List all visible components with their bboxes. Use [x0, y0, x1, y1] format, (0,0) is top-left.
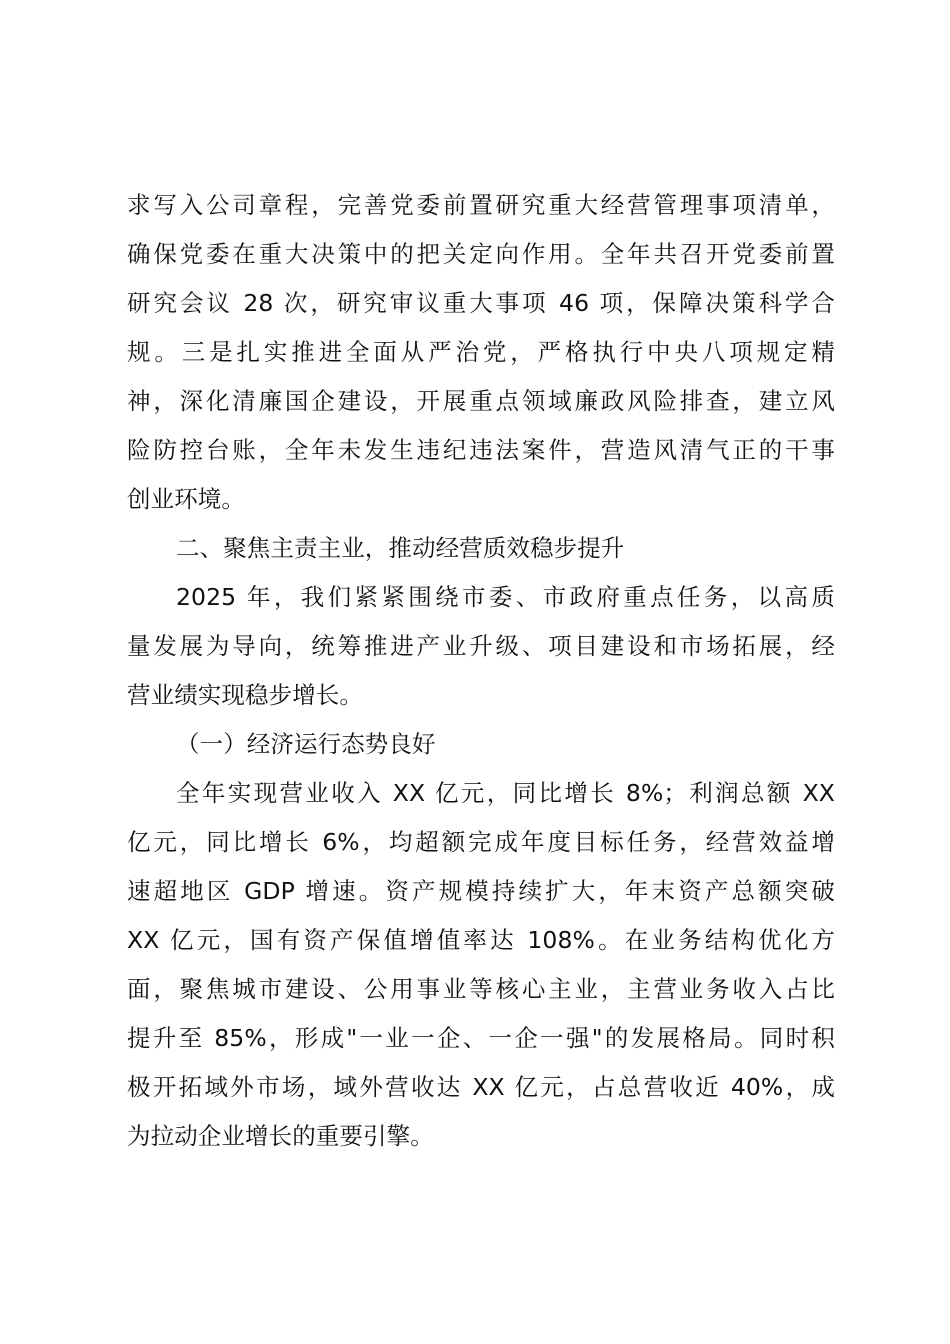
paragraph-business-overview [127, 573, 835, 720]
text-line: 极开拓域外市场，域外营收达 XX 亿元，占总营收近 40%，成 [127, 1073, 835, 1101]
text-line: 为拉动企业增长的重要引擎。 [127, 1122, 434, 1150]
text-line: 求写入公司章程，完善党委前置研究重大经营管理事项清单， [127, 191, 835, 219]
section-heading [127, 524, 835, 573]
text-line: 面，聚焦城市建设、公用事业等核心主业，主营业务收入占比 [127, 975, 835, 1003]
subsection-heading-text: （一）经济运行态势良好 [176, 730, 436, 758]
text-line: 速超地区 GDP 增速。资产规模持续扩大，年末资产总额突破 [127, 877, 835, 905]
text-line: 规。三是扎实推进全面从严治党，严格执行中央八项规定精 [127, 338, 835, 366]
section-heading-text: 二、聚焦主责主业，推动经营质效稳步提升 [176, 534, 625, 562]
subsection-heading [127, 720, 835, 769]
text-line: 提升至 85%，形成"一业一企、一企一强"的发展格局。同时积 [127, 1024, 835, 1052]
text-line: XX 亿元，国有资产保值增值率达 108%。在业务结构优化方 [127, 926, 835, 954]
text-line: 亿元，同比增长 6%，均超额完成年度目标任务，经营效益增 [127, 828, 835, 856]
text-line: 确保党委在重大决策中的把关定向作用。全年共召开党委前置 [127, 240, 835, 268]
text-line: 营业绩实现稳步增长。 [127, 681, 363, 709]
document-page [127, 181, 835, 1161]
text-line: 研究会议 28 次，研究审议重大事项 46 项，保障决策科学合 [127, 289, 835, 317]
paragraph-party-building-continued [127, 181, 835, 524]
text-line: 2025 年，我们紧紧围绕市委、市政府重点任务，以高质 [176, 583, 835, 611]
text-line: 全年实现营业收入 XX 亿元，同比增长 8%；利润总额 XX [176, 779, 835, 807]
text-line: 创业环境。 [127, 485, 245, 513]
text-line: 量发展为导向，统筹推进产业升级、项目建设和市场拓展，经 [127, 632, 835, 660]
text-line: 险防控台账，全年未发生违纪违法案件，营造风清气正的干事 [127, 436, 835, 464]
text-line: 神，深化清廉国企建设，开展重点领域廉政风险排查，建立风 [127, 387, 835, 415]
paragraph-economic-performance [127, 769, 835, 1161]
